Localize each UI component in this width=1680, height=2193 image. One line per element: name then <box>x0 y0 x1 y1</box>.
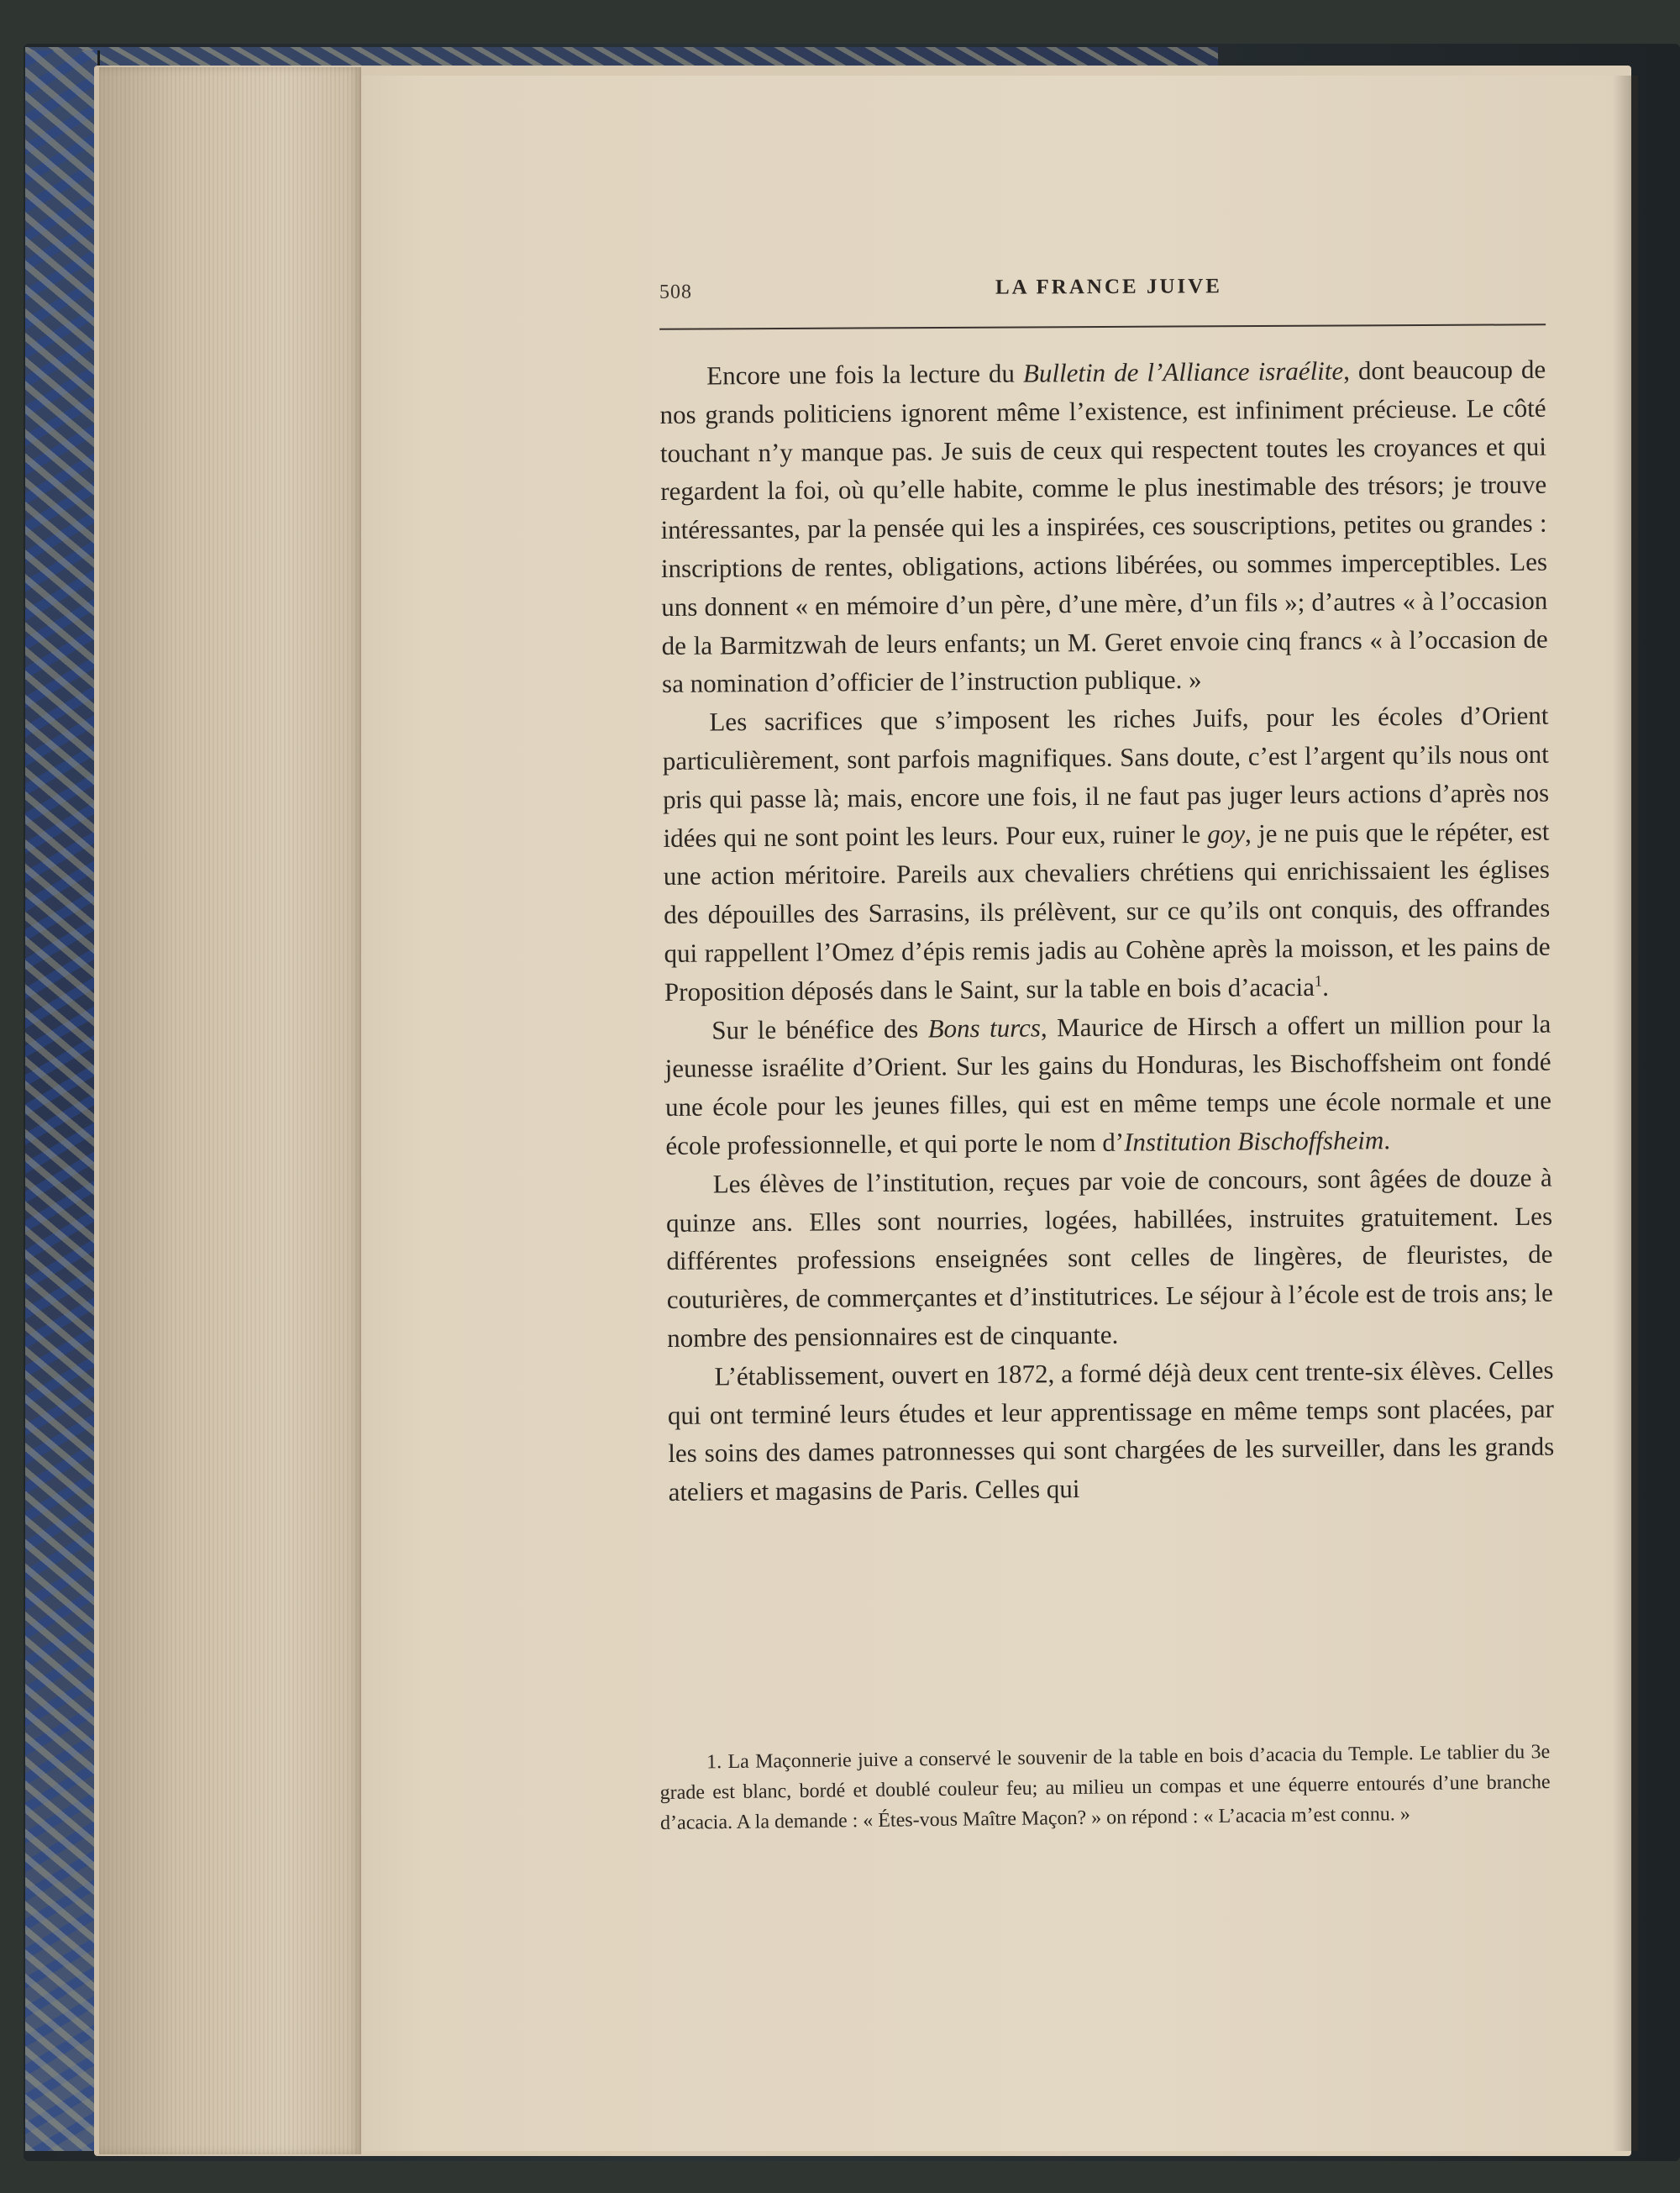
footnote-marker: 1 <box>1314 972 1323 991</box>
paragraph <box>659 350 1548 703</box>
text-span: Encore une fois la lecture du <box>706 358 1024 391</box>
italic-term: Bons turcs <box>927 1012 1042 1044</box>
text-span: Sur le bénéfice des <box>711 1013 928 1045</box>
footnote-paragraph <box>659 1737 1551 1838</box>
text-span: , dont beaucoup de nos grands politiciens ignorent même l’existence, est infiniment précieuse. Le côté touchant n’y manque pas. Je suis de ceux qui respectent toutes les croyances et qui regardent la foi, où qu’elle habite, comme le plus inestimable des trésors; je trouve intéressantes, par la pensée qui les a inspirées, ces souscriptions, petites ou grandes : inscriptions de rentes, obligations, actions libérées, ou sommes imperceptibles. Les uns donnent « en mémoire d’un père, d’une mère, d’un fils »; d’autres « à l’occasion de la Barmitzwah de leurs enfants; un M. Geret envoie cinq francs « à l’occasion de sa nomination d’officier de l’instruction publique. » <box>659 354 1548 699</box>
italic-term: Institution Bischoffsheim <box>1123 1125 1384 1157</box>
paragraph <box>662 697 1551 1012</box>
text-span: L’établissement, ouvert en 1872, a formé déjà deux cent trente-six élèves. Celles qui ont terminé leurs études et leur apprentissage en même temps sont placées, par les soins des dames patronnesses qui sont chargées de les surveiller, dans les grands ateliers et magasins de Paris. Celles qui <box>667 1354 1555 1507</box>
marbled-board <box>25 50 100 2151</box>
text-span: . <box>1383 1125 1391 1155</box>
running-head <box>659 276 1546 330</box>
text-span: , je ne puis que le répéter, est une action méritoire. Pareils aux chevaliers chrétiens qui enrichissaient les églises des dépouilles des Sarrasins, ils prélèvent, sur ce qu’ils ont conquis, des offrandes qui rappellent l’Omez d’épis remis jadis au Cohène après la moisson, et les pains de Proposition déposés dans le Saint, sur la table en bois d’acacia <box>663 816 1551 1007</box>
paragraph <box>667 1350 1554 1511</box>
page-number: 508 <box>659 281 692 303</box>
page-edges <box>99 67 361 2154</box>
paragraph <box>666 1158 1554 1357</box>
text-span: Les sacrifices que s’imposent les riches Juifs, pour les écoles d’Orient particulièrement, sont parfois magnifiques. Sans doute, c’est l’argent qu’ils nous ont pris qui passe là; mais, encore une fois, il ne faut pas juger leurs actions d’après nos idées qui ne sont point les leurs. Pour eux, ruiner le <box>662 700 1550 853</box>
text-span: Les élèves de l’institution, reçues par voie de concours, sont âgées de douze à quinze ans. Elles sont nourries, logées, habillées, instruites gratuitement. Les différentes professions enseignées sont celles de lingères, de fleuristes, de couturières, de commerçantes et d’institutrices. Le séjour à l’école est de trois ans; le nombre des pensionnaires est de cinquante. <box>665 1162 1553 1353</box>
footnote-text: La Maçonnerie juive a conservé le souvenir de la table en bois d’acacia du Temple. Le tablier du 3e grade est blanc, bordé et doublé couleur feu; au milieu un compas et une équerre entourés d’une branche d’acacia. A la demande : « Étes-vous Maître Maçon? » on répond : « L’acacia m’est connu. » <box>659 1741 1551 1834</box>
page-gutter-shadow <box>1613 76 1638 2151</box>
italic-term: goy <box>1207 818 1246 849</box>
italic-title: Bulletin de l’Alliance israélite <box>1022 355 1344 388</box>
footnote <box>659 1737 1551 1838</box>
footnote-number: 1. <box>706 1751 722 1774</box>
body-text <box>659 350 1555 1512</box>
paragraph <box>664 1004 1551 1165</box>
running-title: LA FRANCE JUIVE <box>995 275 1222 299</box>
text-span: , Maurice de Hirsch a offert un million pour la jeunesse israélite d’Orient. Sur les gains du Honduras, les Bischoffsheim ont fondé une école pour les jeunes filles, qui est en même temps une école normale et une école professionnelle, et qui porte le nom d’ <box>664 1008 1552 1160</box>
text-span: . <box>1322 971 1330 1002</box>
